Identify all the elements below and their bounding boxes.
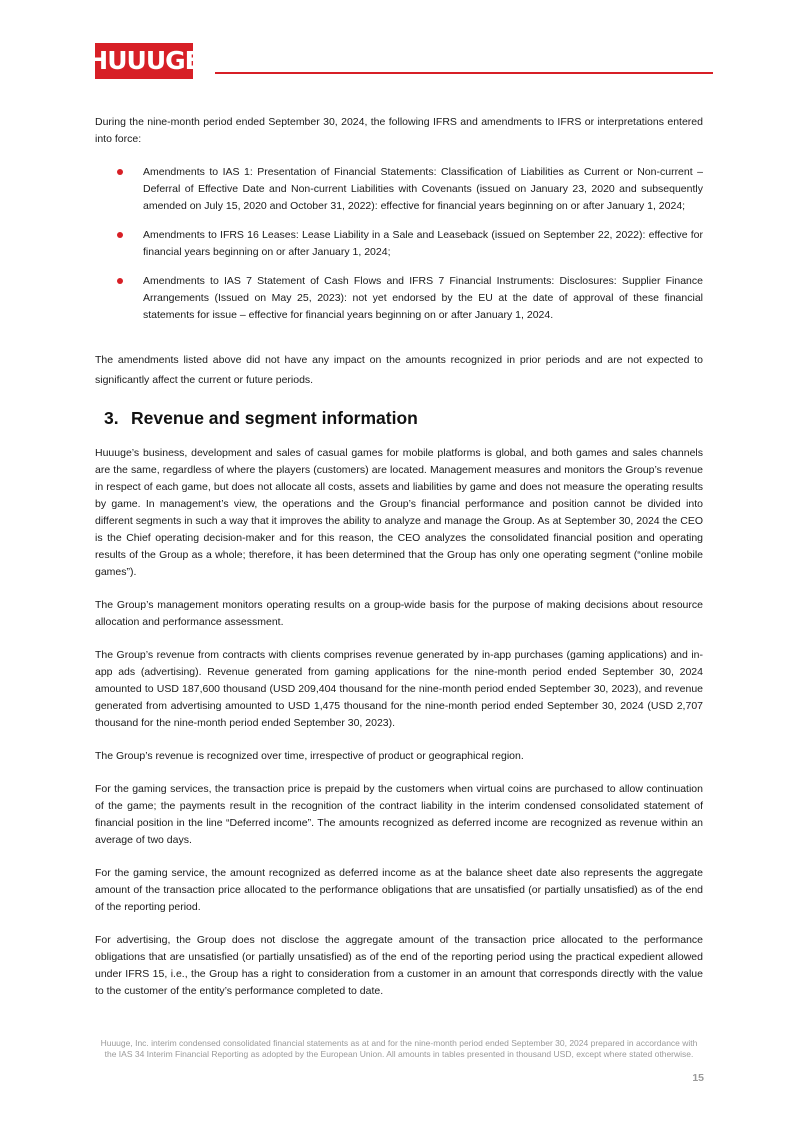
bullet-dot-icon	[117, 278, 123, 284]
list-item-text: Amendments to IFRS 16 Leases: Lease Liability in a Sale and Leaseback (issued on September 22, 2022): effective for financial years beginning on or after January 1, 2024;	[143, 229, 703, 258]
section-number: 3.	[104, 408, 119, 428]
body-paragraph: Huuuge’s business, development and sales of casual games for mobile platforms is global, and both games and sales channels are the same, regardless of where the players (customers) are located. Management measures and monitors the Group’s revenue in respect of each game, but does not allocate all costs, assets and liabilities by game and does not measure the operating results by game. In management’s view, the operations and the Group’s financial performance and position cannot be divided into different segments in such a way that it improves the ability to analyze and manage the Group. As at September 30, 2024 the CEO is the Chief operating decision-maker and for this reason, the CEO analyzes the consolidated financial position and operating results of the Group as a whole; therefore, it has been determined that the Group has only one operating segment (“online mobile games”).	[95, 447, 703, 578]
bullet-dot-icon	[117, 232, 123, 238]
huuuge-logo	[87, 43, 201, 79]
header-rule	[215, 72, 713, 74]
intro-paragraph: During the nine-month period ended September 30, 2024, the following IFRS and amendments to IFRS or interpretations entered into force:	[95, 116, 703, 145]
page-number: 15	[692, 1072, 704, 1084]
logo-text: HUUUGE	[87, 46, 201, 75]
list-item-text: Amendments to IAS 7 Statement of Cash Flows and IFRS 7 Financial Instruments: Disclosures: Supplier Finance Arrangements (Issued on May 25, 2023): not yet endorsed by the EU at the date of approval of these financial statements for issue – effective for financial years beginning on or after January 1, 2024.	[143, 275, 703, 321]
list-item	[95, 227, 703, 261]
list-item-text: Amendments to IAS 1: Presentation of Financial Statements: Classification of Liabilities as Current or Non-current – Deferral of Effective Date and Non-current Liabilities with Covenants (issued on January 23, 2020 and subsequently amended on July 15, 2020 and October 31, 2022): effective for financial years beginning on or after January 1, 2024;	[143, 166, 703, 212]
body-paragraph: For the gaming services, the transaction price is prepaid by the customers when virtual coins are purchased to allow continuation of the game; the payments result in the recognition of the contract liability in the interim condensed consolidated statement of financial position in the line “Deferred income”. The amounts recognized as deferred income are recognized as revenue within an average of two days.	[95, 783, 703, 846]
list-item	[95, 164, 703, 215]
body-paragraph: The Group’s revenue is recognized over time, irrespective of product or geographical region.	[95, 750, 524, 762]
body-paragraph: For the gaming service, the amount recognized as deferred income as at the balance sheet date also represents the aggregate amount of the transaction price allocated to the performance obligations that are unsatisfied (or partially unsatisfied) as of the end of the reporting period.	[95, 867, 703, 913]
amendments-list	[95, 164, 703, 324]
amendments-impact-paragraph: The amendments listed above did not have any impact on the amounts recognized in prior periods and are not expected to significantly affect the current or future periods.	[95, 354, 703, 386]
section-heading	[104, 410, 703, 427]
list-item	[95, 273, 703, 324]
body-paragraph: The Group’s revenue from contracts with clients comprises revenue generated by in-app purchases (gaming applications) and in-app ads (advertising). Revenue generated from gaming applications for the nine-month period ended September 30, 2024 amounted to USD 187,600 thousand (USD 209,404 thousand for the nine-month period ended September 30, 2023), and revenue generated from advertising amounted to USD 1,475 thousand for the nine-month period ended September 30, 2024 (USD 2,707 thousand for the nine-month period ended September 30, 2023).	[95, 649, 703, 729]
document-body	[95, 114, 703, 1016]
section-title: Revenue and segment information	[131, 408, 418, 428]
footer-note: Huuuge, Inc. interim condensed consolidated financial statements as at and for the nine-month period ended September 30, 2024 prepared in accordance with the IAS 34 Interim Financial Reporting as adopted by the European Union. All amounts in tables presented in thousand USD, except where stated otherwise.	[100, 1038, 698, 1059]
bullet-dot-icon	[117, 169, 123, 175]
body-paragraph: For advertising, the Group does not disclose the aggregate amount of the transaction price allocated to the performance obligations that are unsatisfied (or partially unsatisfied) as of the end of the reporting period using the practical expedient allowed under IFRS 15, i.e., the Group has a right to consideration from a customer in an amount that corresponds directly with the value to the customer of the entity’s performance completed to date.	[95, 934, 703, 997]
body-paragraph: The Group’s management monitors operating results on a group-wide basis for the purpose of making decisions about resource allocation and performance assessment.	[95, 599, 703, 628]
